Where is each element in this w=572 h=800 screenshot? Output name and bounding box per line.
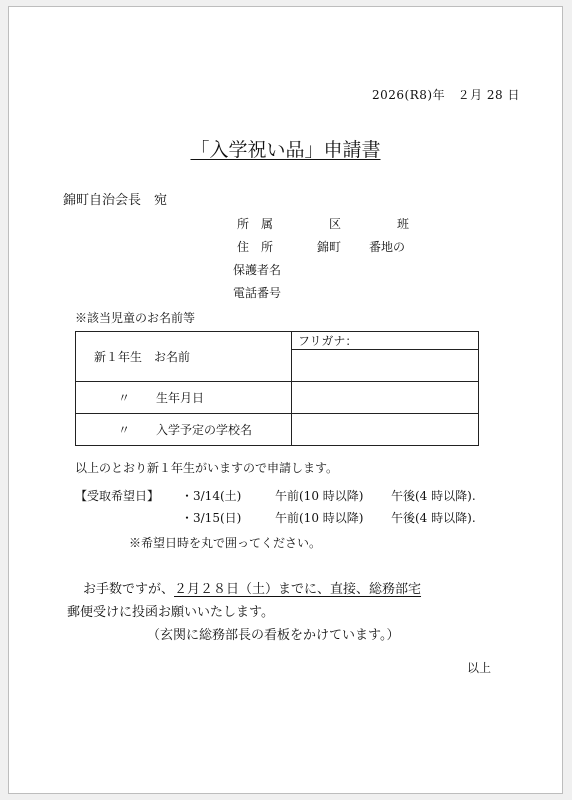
pickup-date-1[interactable]: ・3/14(土) xyxy=(181,489,242,503)
child-name-input-cell[interactable] xyxy=(292,350,479,382)
closing-line-2: 郵便受けに投函お願いいたします。 xyxy=(67,605,274,620)
application-statement: 以上のとおり新１年生がいますので申請します。 xyxy=(75,461,339,475)
pickup-pm-1[interactable]: 午後(4 時以降). xyxy=(391,489,476,503)
pickup-label: 【受取希望日】 xyxy=(75,489,160,503)
document-page xyxy=(8,6,563,794)
han-label: 班 xyxy=(397,217,410,231)
application-date: 2026(R8)年 ２月 28 日 xyxy=(372,88,520,102)
closing-line-3: （玄関に総務部長の看板をかけています。） xyxy=(147,628,400,643)
school-label-cell: 〃 入学予定の学校名 xyxy=(76,414,292,446)
furigana-cell[interactable]: フリガナ： xyxy=(292,332,479,350)
closing-line-1: お手数ですが、２月２８日（土）までに、直接、総務部宅 xyxy=(83,582,422,597)
child-info-table xyxy=(75,331,479,446)
ditto-mark: 〃 xyxy=(117,391,130,405)
affiliation-label: 所 属 xyxy=(237,217,274,231)
end-mark: 以上 xyxy=(467,661,492,675)
ditto-mark: 〃 xyxy=(117,423,130,437)
guardian-name-label: 保護者名 xyxy=(233,263,282,277)
pickup-pm-2[interactable]: 午後(4 時以降). xyxy=(391,511,476,525)
table-row xyxy=(76,332,479,350)
ku-label: 区 xyxy=(329,217,342,231)
town-name: 錦町 xyxy=(317,240,342,254)
school-input-cell[interactable] xyxy=(292,414,479,446)
pickup-am-2[interactable]: 午前(10 時以降) xyxy=(275,511,364,525)
name-label-cell: 新１年生 お名前 xyxy=(76,332,292,382)
address-label: 住 所 xyxy=(237,240,274,254)
phone-label: 電話番号 xyxy=(233,286,282,300)
document-title: 「入学祝い品」申請書 xyxy=(190,139,381,161)
child-note: ※該当児童のお名前等 xyxy=(75,311,196,325)
deadline-text: ２月２８日（土）までに、直接、総務部宅 xyxy=(174,582,422,597)
birthdate-input-cell[interactable] xyxy=(292,382,479,414)
table-row xyxy=(76,414,479,446)
birthdate-label-cell: 〃 生年月日 xyxy=(76,382,292,414)
table-row xyxy=(76,382,479,414)
addressee: 錦町自治会長 宛 xyxy=(63,193,168,208)
pickup-note: ※希望日時を丸で囲ってください。 xyxy=(129,536,322,550)
pickup-am-1[interactable]: 午前(10 時以降) xyxy=(275,489,364,503)
banchi-label: 番地の xyxy=(369,240,406,254)
pickup-date-2[interactable]: ・3/15(日) xyxy=(181,511,242,525)
